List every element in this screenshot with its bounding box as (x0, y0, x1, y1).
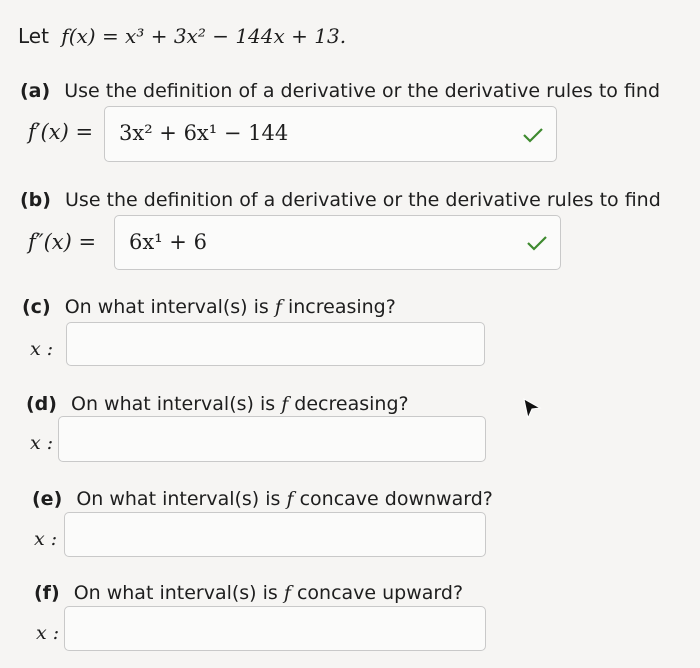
part-d-input-label: x : (30, 432, 54, 454)
part-b-text: Use the definition of a derivative or the derivative rules to find (65, 189, 661, 211)
part-c-input[interactable] (66, 322, 485, 366)
part-b-prompt (20, 189, 661, 211)
part-c-var: f (274, 296, 282, 318)
part-c-prompt (22, 296, 396, 318)
part-d-prompt (26, 393, 409, 415)
part-e-var: f (286, 488, 294, 510)
problem-statement (18, 24, 346, 48)
part-a-text: Use the definition of a derivative or the derivative rules to find (64, 80, 661, 102)
part-e-prompt (32, 488, 493, 510)
part-a-answer: 3x² + 6x¹ − 144 (119, 121, 289, 145)
part-b-lhs: f″(x) = (28, 230, 97, 254)
part-e-input-label: x : (34, 528, 58, 550)
part-c-text-before: On what interval(s) is (64, 296, 269, 318)
part-e-label: (e) (32, 488, 63, 510)
part-a-answer-box[interactable] (104, 106, 557, 162)
mouse-cursor-icon (522, 398, 542, 420)
check-icon (522, 127, 544, 143)
part-e-input[interactable] (64, 512, 486, 557)
part-b-label: (b) (20, 189, 51, 211)
part-d-input[interactable] (58, 416, 486, 462)
part-d-var: f (281, 393, 289, 415)
part-c-text-after: increasing? (287, 296, 396, 318)
part-c-input-label: x : (30, 338, 54, 360)
part-b-answer: 6x¹ + 6 (129, 230, 207, 254)
part-e-text-before: On what interval(s) is (76, 488, 281, 510)
part-d-label: (d) (26, 393, 57, 415)
part-f-label: (f) (34, 582, 60, 604)
part-f-text-after: concave upward? (296, 582, 464, 604)
function-definition: f(x) = x³ + 3x² − 144x + 13. (61, 24, 347, 48)
part-b-answer-box[interactable] (114, 215, 561, 270)
part-c-label: (c) (22, 296, 51, 318)
check-icon (526, 235, 548, 251)
part-f-input-label: x : (36, 622, 60, 644)
part-e-text-after: concave downward? (299, 488, 493, 510)
part-f-text-before: On what interval(s) is (73, 582, 278, 604)
part-f-prompt (34, 582, 463, 604)
part-f-var: f (283, 582, 291, 604)
let-prefix: Let (18, 24, 49, 48)
part-a-label: (a) (20, 80, 51, 102)
part-d-text-after: decreasing? (294, 393, 409, 415)
part-f-input[interactable] (64, 606, 486, 651)
part-a-prompt (20, 80, 660, 102)
part-d-text-before: On what interval(s) is (71, 393, 276, 415)
part-a-lhs: f′(x) = (28, 120, 94, 144)
